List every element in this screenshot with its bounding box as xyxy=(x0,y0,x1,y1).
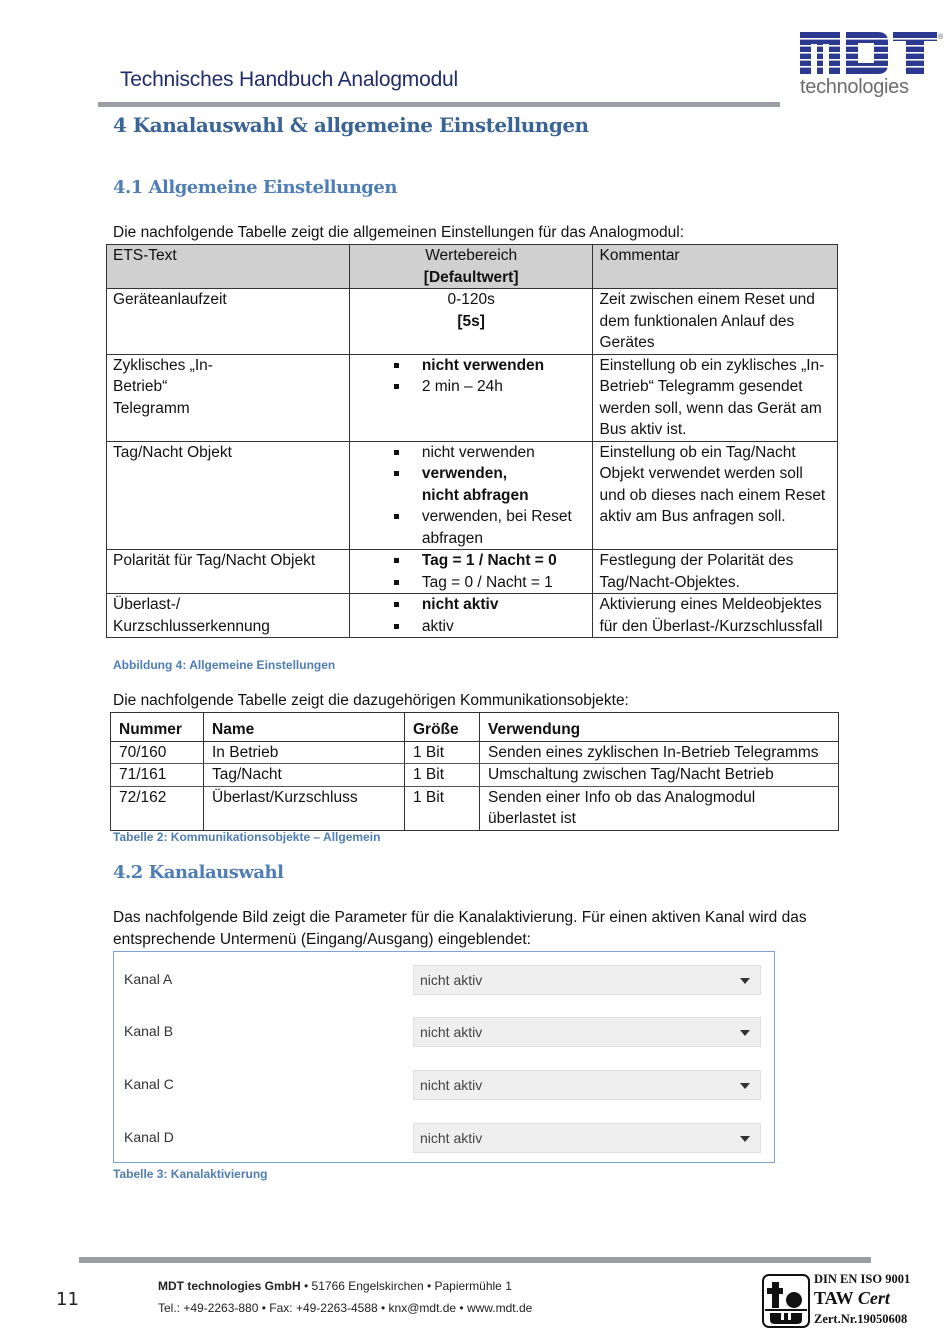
header-ets-text: ETS-Text xyxy=(107,245,350,289)
mdt-logo-icon xyxy=(798,30,943,76)
value-range-cell xyxy=(349,441,593,550)
svg-text:®: ® xyxy=(938,34,943,41)
value-range-cell xyxy=(349,594,593,638)
object-size: 1 Bit xyxy=(405,786,480,830)
header-size: Größe xyxy=(405,713,480,742)
value-range-cell xyxy=(349,354,593,441)
header-value-range: Wertebereich [Defaultwert] xyxy=(349,245,593,289)
option-item: nicht verwenden xyxy=(390,442,587,464)
object-number: 72/162 xyxy=(111,786,204,830)
object-number: 71/161 xyxy=(111,764,204,787)
ets-text-cell: Zyklisches „In-Betrieb“ Telegramm xyxy=(107,354,350,441)
header-usage: Verwendung xyxy=(480,713,839,742)
footer-divider xyxy=(79,1257,871,1263)
value-range-cell xyxy=(349,550,593,594)
cert-iso: DIN EN ISO 9001 xyxy=(814,1272,911,1286)
object-size: 1 Bit xyxy=(405,741,480,764)
object-name: Tag/Nacht xyxy=(204,764,405,787)
option-item: verwenden, bei Reset abfragen xyxy=(390,506,587,549)
object-name: In Betrieb xyxy=(204,741,405,764)
channel-table-caption: Tabelle 3: Kanalaktivierung xyxy=(113,1167,268,1181)
logo-subtitle: technologies xyxy=(800,76,909,98)
cert-number: Zert.Nr.19050608 xyxy=(814,1312,908,1326)
table-row xyxy=(107,289,838,355)
ets-text-cell: Tag/Nacht Objekt xyxy=(107,441,350,550)
value-range-cell: 0-120s [5s] xyxy=(349,289,593,355)
table-row xyxy=(111,741,839,764)
header-name: Name xyxy=(204,713,405,742)
objects-table-caption: Tabelle 2: Kommunikationsobjekte – Allgemein xyxy=(113,830,381,844)
chevron-down-icon xyxy=(740,1083,750,1089)
footer-contact: Tel.: +49-2263-880 • Fax: +49-2263-4588 • knx@mdt.de • www.mdt.de xyxy=(158,1301,533,1315)
channel-label: Kanal D xyxy=(124,1129,174,1145)
object-usage: Umschaltung zwischen Tag/Nacht Betrieb xyxy=(480,764,839,787)
settings-table-caption: Abbildung 4: Allgemeine Einstellungen xyxy=(113,658,336,672)
footer-address: MDT technologies GmbH • 51766 Engelskirchen • Papiermühle 1 xyxy=(158,1279,512,1293)
table-header-row xyxy=(111,713,839,742)
subsection-heading-4-2: 4.2 Kanalauswahl xyxy=(113,862,284,883)
object-usage: Senden einer Info ob das Analogmodul überlastet ist xyxy=(480,786,839,830)
table-row xyxy=(107,594,838,638)
cert-taw: TAW Cert xyxy=(814,1288,890,1308)
ets-text-cell: Polarität für Tag/Nacht Objekt xyxy=(107,550,350,594)
comment-cell: Zeit zwischen einem Reset und dem funktionalen Anlauf des Gerätes xyxy=(593,289,838,355)
table-row xyxy=(107,441,838,550)
table-header-row xyxy=(107,245,838,289)
taw-cert-badge xyxy=(762,1272,947,1334)
general-settings-table xyxy=(106,244,838,638)
channel-row-a xyxy=(114,965,774,995)
object-usage: Senden eines zyklischen In-Betrieb Telegramms xyxy=(480,741,839,764)
option-item: nicht verwenden xyxy=(390,355,587,377)
option-item: aktiv xyxy=(390,616,587,638)
document-header-title: Technisches Handbuch Analogmodul xyxy=(120,68,458,91)
select-value: nicht aktiv xyxy=(420,1130,483,1146)
channel-c-select[interactable] xyxy=(413,1070,761,1100)
channel-label: Kanal A xyxy=(124,971,173,987)
select-value: nicht aktiv xyxy=(420,1077,483,1093)
option-item: verwenden, nicht abfragen xyxy=(390,463,587,506)
option-item: nicht aktiv xyxy=(390,594,587,616)
channel-row-b xyxy=(114,1017,774,1047)
chevron-down-icon xyxy=(740,1136,750,1142)
comment-cell: Einstellung ob ein Tag/Nacht Objekt verwendet werden soll und ob dieses nach einem Reset aktiv am Bus anfragen soll. xyxy=(593,441,838,550)
channel-b-select[interactable] xyxy=(413,1017,761,1047)
option-item: Tag = 1 / Nacht = 0 xyxy=(390,550,587,572)
option-item: 2 min – 24h xyxy=(390,376,587,398)
comment-cell: Festlegung der Polarität des Tag/Nacht-Objektes. xyxy=(593,550,838,594)
subsection-heading-4-1: 4.1 Allgemeine Einstellungen xyxy=(113,177,397,198)
table-row xyxy=(111,786,839,830)
table-row xyxy=(107,354,838,441)
option-item: Tag = 0 / Nacht = 1 xyxy=(390,572,587,594)
object-name: Überlast/Kurzschluss xyxy=(204,786,405,830)
comment-cell: Einstellung ob ein zyklisches „In-Betrieb“ Telegramm gesendet werden soll, wenn das Gerät am Bus aktiv ist. xyxy=(593,354,838,441)
ets-text-cell: Überlast-/ Kurzschlusserkennung xyxy=(107,594,350,638)
mdt-logo xyxy=(798,30,943,102)
channel-activation-panel xyxy=(113,951,775,1163)
select-value: nicht aktiv xyxy=(420,972,483,988)
channel-row-c xyxy=(114,1070,774,1100)
ets-text-cell: Geräteanlaufzeit xyxy=(107,289,350,355)
communication-objects-table xyxy=(110,712,839,831)
channel-row-d xyxy=(114,1123,774,1153)
channel-label: Kanal C xyxy=(124,1076,174,1092)
settings-intro-text: Die nachfolgende Tabelle zeigt die allgemeinen Einstellungen für das Analogmodul: xyxy=(113,224,685,241)
chevron-down-icon xyxy=(740,1030,750,1036)
taw-logo-icon xyxy=(762,1274,810,1328)
header-divider xyxy=(98,102,780,107)
section-heading: 4 Kanalauswahl & allgemeine Einstellungen xyxy=(113,113,589,137)
channel-intro-text: Das nachfolgende Bild zeigt die Parameter für die Kanalaktivierung. Für einen aktiven Kanal wird das entsprechende Untermenü (Eingang/Ausgang) eingeblendet: xyxy=(113,909,807,948)
channel-label: Kanal B xyxy=(124,1023,174,1039)
header-comment: Kommentar xyxy=(593,245,838,289)
company-name: MDT technologies GmbH xyxy=(158,1279,301,1293)
select-value: nicht aktiv xyxy=(420,1024,483,1040)
table-row xyxy=(107,550,838,594)
object-size: 1 Bit xyxy=(405,764,480,787)
comment-cell: Aktivierung eines Meldeobjektes für den Überlast-/Kurzschlussfall xyxy=(593,594,838,638)
chevron-down-icon xyxy=(740,978,750,984)
objects-intro-text: Die nachfolgende Tabelle zeigt die dazugehörigen Kommunikationsobjekte: xyxy=(113,692,629,709)
object-number: 70/160 xyxy=(111,741,204,764)
channel-a-select[interactable] xyxy=(413,965,761,995)
table-row xyxy=(111,764,839,787)
header-number: Nummer xyxy=(111,713,204,742)
channel-d-select[interactable] xyxy=(413,1123,761,1153)
page-number: 11 xyxy=(56,1289,79,1310)
